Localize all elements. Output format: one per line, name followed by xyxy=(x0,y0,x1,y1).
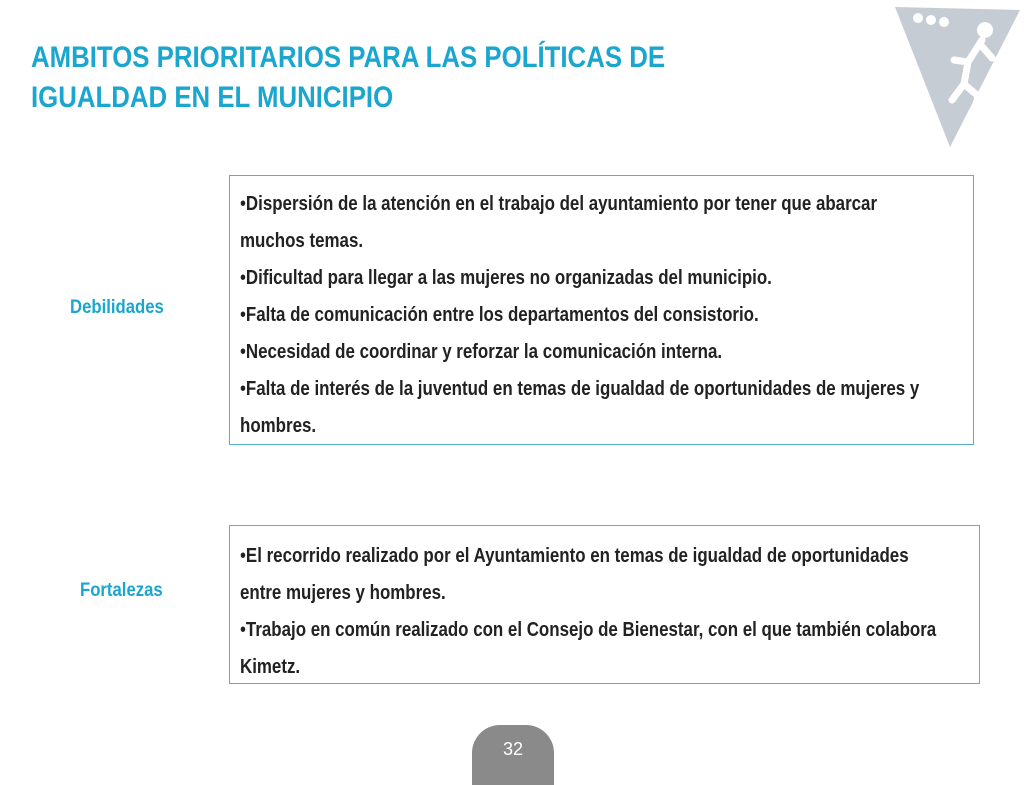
bullet-icon: • xyxy=(240,193,246,215)
debilidades-item-text: Falta de interés de la juventud en temas de igualdad de oportunidades de mujeres y hombres. xyxy=(240,378,920,437)
page-number: 32 xyxy=(502,739,524,759)
bowling-player-logo-icon xyxy=(892,4,1022,149)
debilidades-label: Debilidades xyxy=(70,297,164,318)
bullet-icon: • xyxy=(240,304,246,326)
debilidades-item xyxy=(240,260,946,297)
bullet-icon: • xyxy=(240,378,246,400)
debilidades-item xyxy=(240,334,946,371)
fortalezas-item xyxy=(240,538,946,612)
debilidades-item xyxy=(240,371,946,445)
bullet-icon: • xyxy=(240,341,246,363)
debilidades-item xyxy=(240,297,946,334)
debilidades-list xyxy=(240,186,946,445)
bullet-icon: • xyxy=(240,619,246,641)
slide-title xyxy=(31,38,736,118)
fortalezas-label: Fortalezas xyxy=(80,580,163,601)
slide-title-line-1: AMBITOS PRIORITARIOS PARA LAS POLÍTICAS DE xyxy=(31,41,666,74)
slide-title-line-2: IGUALDAD EN EL MUNICIPIO xyxy=(31,81,394,114)
fortalezas-item-text: Trabajo en común realizado con el Consejo de Bienestar, con el que también colabora Kimetz. xyxy=(240,619,937,678)
debilidades-item-text: Necesidad de coordinar y reforzar la comunicación interna. xyxy=(245,341,723,363)
bullet-icon: • xyxy=(240,267,246,289)
debilidades-item-text: Dispersión de la atención en el trabajo del ayuntamiento por tener que abarcar muchos temas. xyxy=(240,193,878,252)
debilidades-item-text: Falta de comunicación entre los departamentos del consistorio. xyxy=(245,304,759,326)
fortalezas-item-text: El recorrido realizado por el Ayuntamiento en temas de igualdad de oportunidades entre mujeres y hombres. xyxy=(240,545,909,604)
debilidades-item-text: Dificultad para llegar a las mujeres no organizadas del municipio. xyxy=(245,267,772,289)
debilidades-item xyxy=(240,186,946,260)
fortalezas-box xyxy=(229,525,980,684)
fortalezas-list xyxy=(240,538,946,686)
bullet-icon: • xyxy=(240,545,246,567)
debilidades-box xyxy=(229,175,974,445)
fortalezas-item xyxy=(240,612,946,686)
